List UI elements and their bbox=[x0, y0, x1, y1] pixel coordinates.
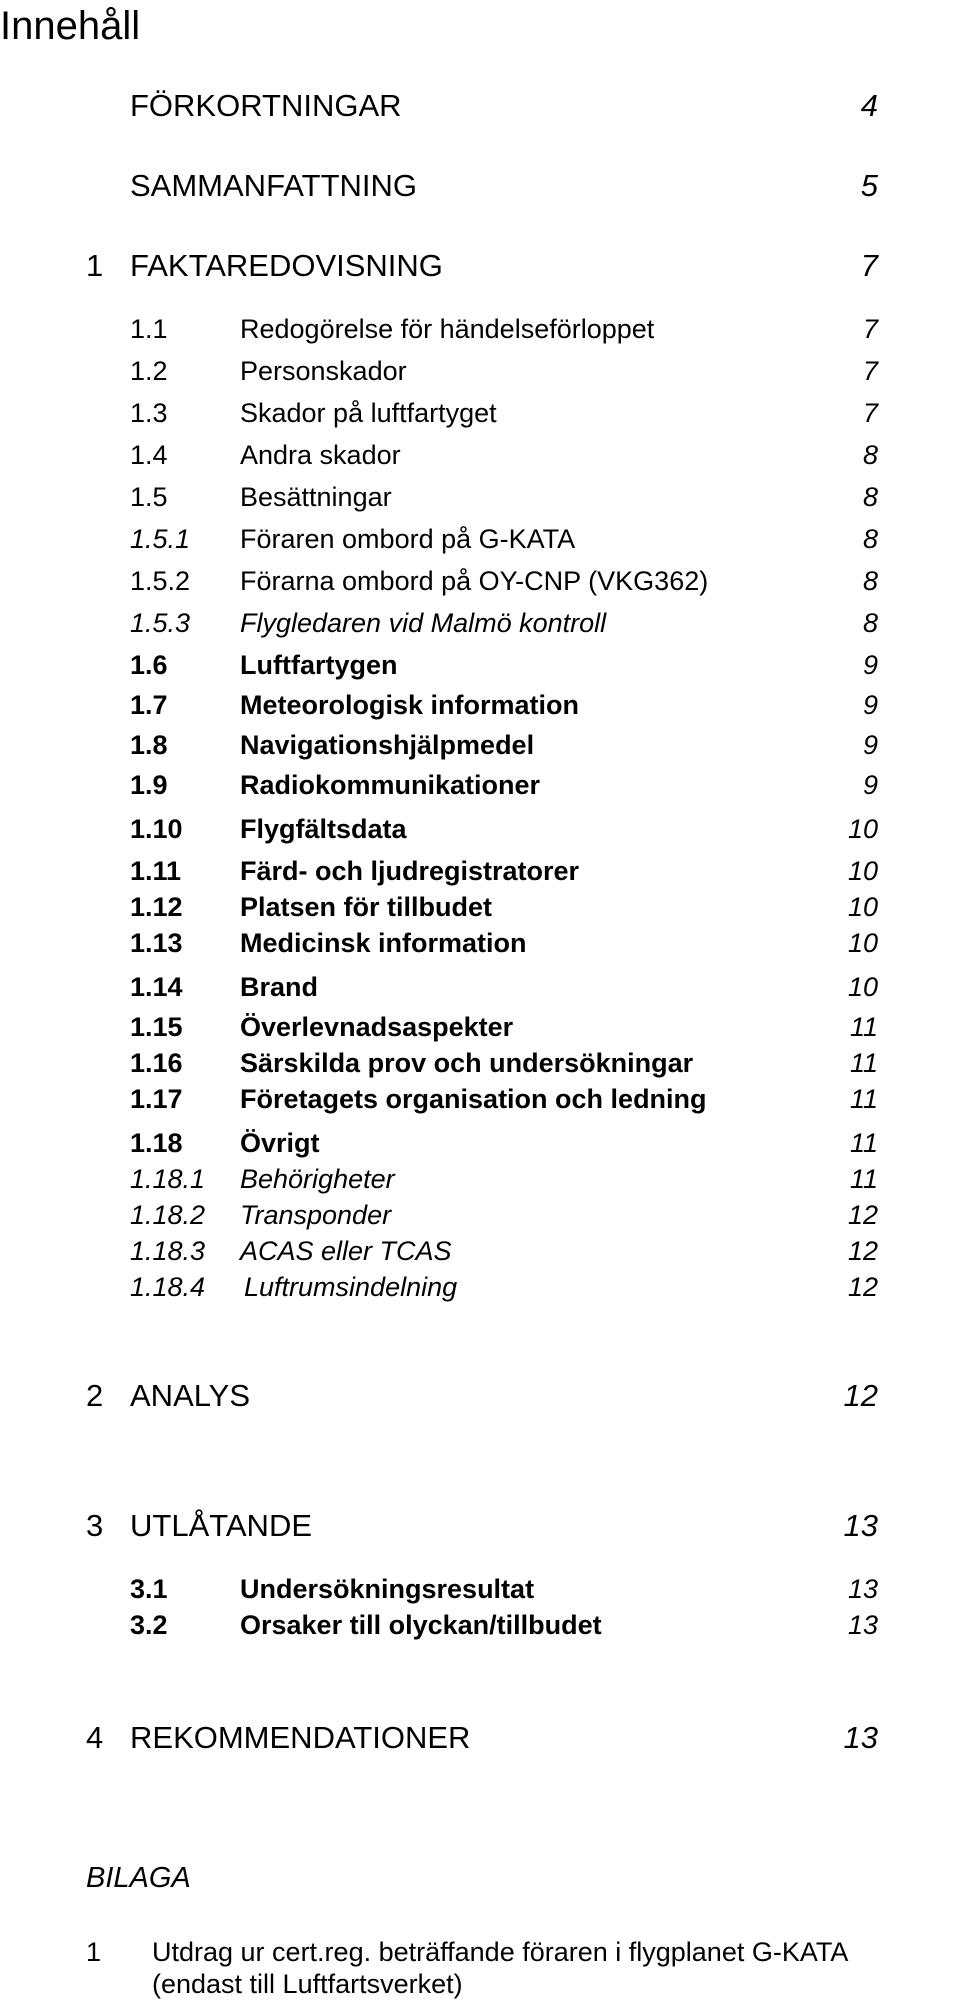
toc-entry-number: 1.4 bbox=[130, 440, 168, 470]
appendix-item-line1: Utdrag ur cert.reg. beträffande föraren i flygplanet G-KATA bbox=[152, 1937, 849, 1967]
toc-entry-label: Företagets organisation och ledning bbox=[240, 1084, 707, 1114]
toc-entry-number: 1.11 bbox=[130, 856, 182, 886]
toc-entry bbox=[0, 604, 960, 648]
toc-entry bbox=[0, 726, 960, 770]
appendix-item-number: 1 bbox=[86, 1937, 102, 1967]
toc-entry-label: Besättningar bbox=[240, 482, 392, 512]
toc-entry-page: 8 bbox=[862, 440, 878, 470]
toc-entry-page: 10 bbox=[847, 856, 878, 886]
toc-entry bbox=[0, 646, 960, 690]
toc-entry-number: 1.16 bbox=[130, 1048, 183, 1078]
toc-entry-number: 1.13 bbox=[130, 928, 183, 958]
toc-entry-label: Luftfartygen bbox=[240, 650, 398, 680]
toc-entry bbox=[0, 686, 960, 730]
toc-entry-page: 11 bbox=[849, 1048, 878, 1078]
toc-entry-label: Överlevnadsaspekter bbox=[240, 1012, 514, 1042]
toc-entry bbox=[0, 562, 960, 606]
toc-entry-page: 13 bbox=[843, 1720, 878, 1755]
toc-entry-page: 8 bbox=[862, 482, 878, 512]
toc-entry bbox=[0, 1606, 960, 1650]
toc-entry-page: 10 bbox=[847, 972, 878, 1002]
toc-entry bbox=[0, 1506, 960, 1550]
toc-entry bbox=[0, 352, 960, 396]
toc-entry-label: Luftrumsindelning bbox=[244, 1272, 458, 1302]
toc-entry-page: 8 bbox=[862, 566, 878, 596]
toc-entry-label: Särskilda prov och undersökningar bbox=[240, 1048, 694, 1078]
toc-entry-page: 9 bbox=[862, 770, 878, 800]
toc-entry-page: 7 bbox=[860, 248, 878, 283]
toc-entry-label: ANALYS bbox=[130, 1378, 251, 1413]
toc-entry-label: Meteorologisk information bbox=[240, 690, 580, 720]
toc-entry-page: 9 bbox=[862, 650, 878, 680]
toc-entry-number: 1.18.4 bbox=[130, 1272, 206, 1302]
toc-entry-label: REKOMMENDATIONER bbox=[130, 1720, 471, 1755]
toc-entry bbox=[0, 810, 960, 854]
toc-entry-number: 1.12 bbox=[130, 892, 183, 922]
toc-entry-label: Redogörelse för händelseförloppet bbox=[240, 314, 655, 344]
page-title: Innehåll bbox=[0, 4, 141, 48]
toc-entry-number: 1.18 bbox=[130, 1128, 183, 1158]
appendix-heading: BILAGA bbox=[86, 1862, 191, 1894]
toc-entry-number: 1.2 bbox=[130, 356, 168, 386]
toc-entry bbox=[0, 394, 960, 438]
toc-entry-number: 1.18.3 bbox=[130, 1236, 206, 1266]
toc-entry-number: 2 bbox=[86, 1378, 104, 1413]
toc-entry bbox=[0, 166, 960, 210]
toc-entry-label: SAMMANFATTNING bbox=[130, 168, 418, 203]
toc-entry-page: 5 bbox=[860, 168, 878, 203]
toc-entry-page: 9 bbox=[862, 690, 878, 720]
toc-entry-label: UTLÅTANDE bbox=[130, 1508, 313, 1543]
toc-entry-label: Personskador bbox=[240, 356, 407, 386]
toc-entry-number: 1.5 bbox=[130, 482, 168, 512]
toc-entry-number: 1.5.2 bbox=[130, 566, 191, 596]
toc-entry-page: 11 bbox=[849, 1128, 878, 1158]
toc-entry-label: Medicinsk information bbox=[240, 928, 527, 958]
toc-entry-label: Orsaker till olyckan/tillbudet bbox=[240, 1610, 602, 1640]
toc-entry-label: Radiokommunikationer bbox=[240, 770, 541, 800]
toc-entry-number: 1.10 bbox=[130, 814, 183, 844]
toc-entry-label: Brand bbox=[240, 972, 319, 1002]
toc-entry-label: Flygledaren vid Malmö kontroll bbox=[240, 608, 607, 638]
toc-entry-label: Behörigheter bbox=[240, 1164, 395, 1194]
toc-entry bbox=[0, 520, 960, 564]
toc-entry-page: 7 bbox=[862, 314, 878, 344]
toc-entry-label: Skador på luftfartyget bbox=[240, 398, 497, 428]
toc-entry-label: Transponder bbox=[240, 1200, 392, 1230]
toc-entry-number: 3.1 bbox=[130, 1574, 168, 1604]
toc-entry-page: 12 bbox=[847, 1272, 878, 1302]
toc-entry-label: Flygfältsdata bbox=[240, 814, 407, 844]
toc-entry-label: FÖRKORTNINGAR bbox=[130, 88, 402, 123]
toc-entry-page: 13 bbox=[847, 1574, 878, 1604]
toc-entry-number: 1.3 bbox=[130, 398, 168, 428]
toc-entry-number: 1.14 bbox=[130, 972, 183, 1002]
toc-entry-number: 1.5.3 bbox=[130, 608, 191, 638]
toc-entry-label: Förarna ombord på OY-CNP (VKG362) bbox=[240, 566, 709, 596]
toc-entry-number: 1.9 bbox=[130, 770, 168, 800]
toc-entry-number: 1 bbox=[86, 248, 104, 283]
toc-entry bbox=[0, 924, 960, 968]
toc-entry-page: 11 bbox=[849, 1012, 878, 1042]
toc-entry-label: Undersökningsresultat bbox=[240, 1574, 535, 1604]
toc-entry-label: Platsen för tillbudet bbox=[240, 892, 493, 922]
toc-entry-number: 1.15 bbox=[130, 1012, 183, 1042]
toc-entry-label: Föraren ombord på G-KATA bbox=[240, 524, 576, 554]
toc-entry-number: 1.1 bbox=[130, 314, 168, 344]
toc-entry bbox=[0, 246, 960, 290]
toc-entry-label: Andra skador bbox=[240, 440, 401, 470]
toc-entry-number: 1.7 bbox=[130, 690, 168, 720]
toc-entry-page: 8 bbox=[862, 524, 878, 554]
toc-entry-page: 7 bbox=[862, 356, 878, 386]
toc-entry bbox=[0, 436, 960, 480]
appendix-item-line2: (endast till Luftfartsverket) bbox=[152, 1969, 463, 1999]
toc-entry-number: 1.17 bbox=[130, 1084, 183, 1114]
toc-entry-page: 11 bbox=[849, 1084, 878, 1114]
toc-entry-page: 10 bbox=[847, 892, 878, 922]
toc-entry-label: ACAS eller TCAS bbox=[240, 1236, 452, 1266]
toc-entry bbox=[0, 1376, 960, 1420]
toc-entry-page: 12 bbox=[847, 1236, 878, 1266]
toc-entry-page: 10 bbox=[847, 814, 878, 844]
toc-entry-label: Navigationshjälpmedel bbox=[240, 730, 535, 760]
toc-entry-page: 13 bbox=[847, 1610, 878, 1640]
toc-entry bbox=[0, 968, 960, 1012]
toc-entry-label: Färd- och ljudregistratorer bbox=[240, 856, 580, 886]
toc-entry bbox=[0, 766, 960, 810]
toc-entry bbox=[0, 86, 960, 130]
toc-entry-page: 7 bbox=[862, 398, 878, 428]
toc-entry-number: 1.18.2 bbox=[130, 1200, 206, 1230]
toc-entry-page: 9 bbox=[862, 730, 878, 760]
toc-entry-number: 3.2 bbox=[130, 1610, 168, 1640]
toc-entry-number: 3 bbox=[86, 1508, 104, 1543]
toc-entry-number: 1.5.1 bbox=[130, 524, 191, 554]
toc-entry-page: 4 bbox=[860, 88, 878, 123]
toc-entry bbox=[0, 1268, 960, 1312]
toc-entry-number: 1.8 bbox=[130, 730, 168, 760]
toc-entry-number: 1.6 bbox=[130, 650, 168, 680]
toc-entry-number: 1.18.1 bbox=[130, 1164, 206, 1194]
toc-entry-page: 12 bbox=[847, 1200, 878, 1230]
toc-entry-page: 10 bbox=[847, 928, 878, 958]
toc-entry-page: 8 bbox=[862, 608, 878, 638]
toc-entry-label: FAKTAREDOVISNING bbox=[130, 248, 443, 283]
toc-entry bbox=[0, 1718, 960, 1762]
toc-entry-page: 11 bbox=[849, 1164, 878, 1194]
toc-entry bbox=[0, 1080, 960, 1124]
toc-entry bbox=[0, 310, 960, 354]
toc-entry-page: 13 bbox=[843, 1508, 878, 1543]
toc-entry-page: 12 bbox=[843, 1378, 878, 1413]
toc-entry-number: 4 bbox=[86, 1720, 104, 1755]
toc-entry-label: Övrigt bbox=[240, 1128, 320, 1158]
toc-entry bbox=[0, 478, 960, 522]
